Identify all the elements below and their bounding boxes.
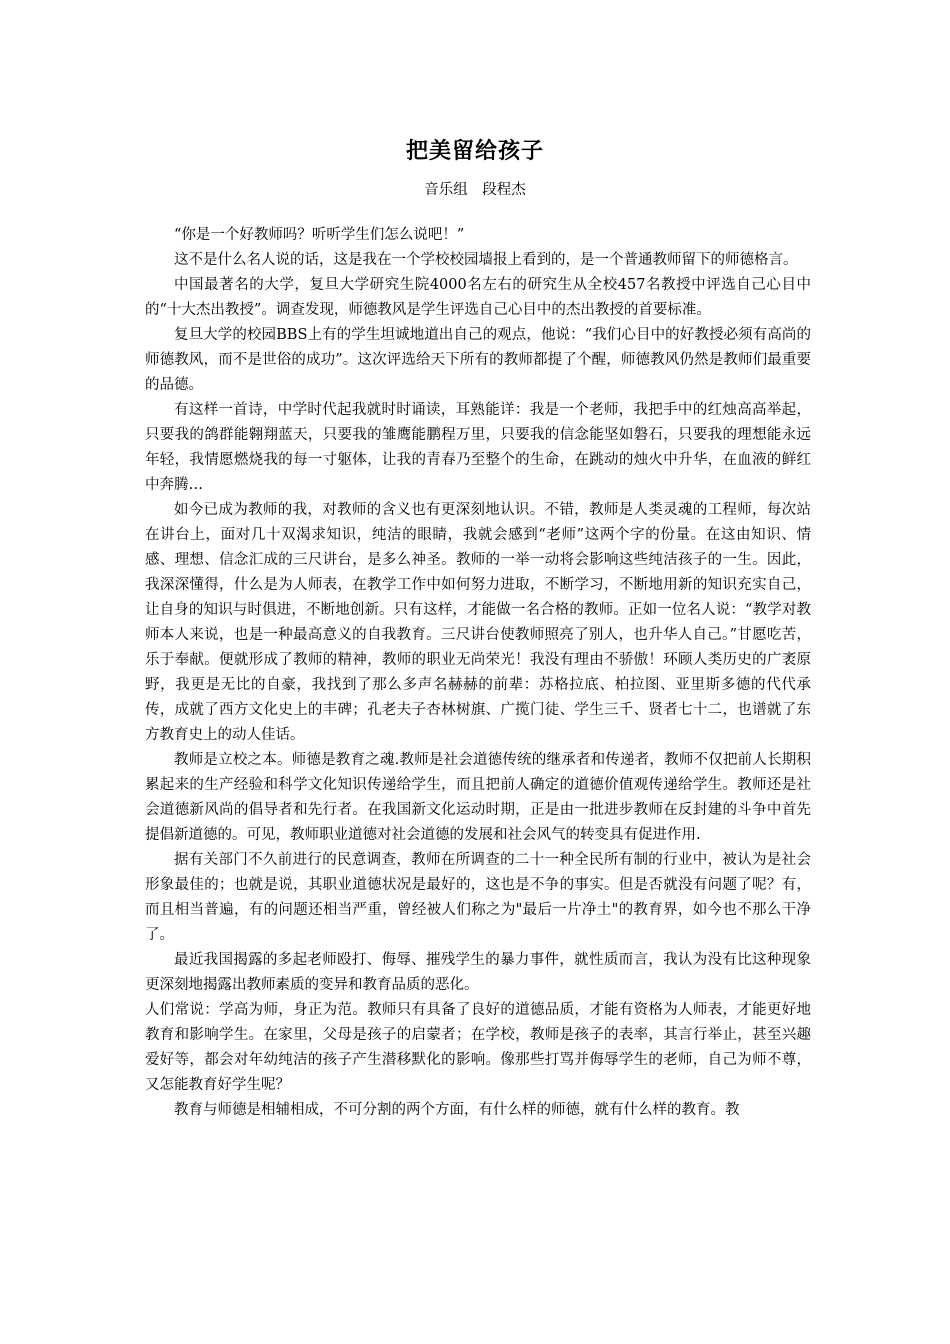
document-title: 把美留给孩子 xyxy=(405,138,544,164)
body-paragraph: 中国最著名的大学，复旦大学研究生院4000名左右的研究生从全校457名教授中评选自己心目中的“十大杰出教授”。调查发现，师德教风是学生评选自己心目中的杰出教授的首要标准。 xyxy=(145,277,811,318)
body-paragraph: 教育与师德是相辅相成，不可分割的两个方面，有什么样的师德，就有什么样的教育。教 xyxy=(174,1102,740,1118)
document-body xyxy=(145,223,811,1123)
body-paragraph: 这不是什么名人说的话，这是我在一个学校校园墙报上看到的，是一个普通教师留下的师德格言。 xyxy=(174,252,798,268)
body-paragraph: 如今已成为教师的我，对教师的含义也有更深刻地认识。不错，教师是人类灵魂的工程师，每次站在讲台上，面对几十双渴求知识，纯洁的眼睛，我就会感到“老师”这两个字的份量。在这由知识、情感、理想、信念汇成的三尺讲台，是多么神圣。教师的一举一动将会影响这些纯洁孩子的一生。因此，我深深懂得，什么是为人师表，在教学工作中如何努力进取，不断学习，不断地用新的知识充实自己，让自身的知识与时俱进，不断地创新。只有这样，才能做一名合格的教师。正如一位名人说：“教学对教师本人来说，也是一种最高意义的自我教育。三尺讲台使教师照亮了别人，也升华人自己。”甘愿吃苦，乐于奉献。便就形成了教师的精神，教师的职业无尚荣光！我没有理由不骄傲！环顾人类历史的广袤原野，我更是无比的自豪，我找到了那么多声名赫赫的前辈：苏格拉底、柏拉图、亚里斯多德的代代承传，成就了西方文化史上的丰碑；孔老夫子杏林树旗、广揽门徒、学生三千、贤者七十二，也谱就了东方教育史上的动人佳话。 xyxy=(145,502,811,743)
body-paragraph: 复旦大学的校园BBS上有的学生坦诚地道出自己的观点，他说：“我们心目中的好教授必须有高尚的师德教风，而不是世俗的成功”。这次评选给天下所有的教师都提了个醒，师德教风仍然是教师们最重要的品德。 xyxy=(145,327,811,393)
body-paragraph: 据有关部门不久前进行的民意调查，教师在所调查的二十一种全民所有制的行业中，被认为是社会形象最佳的；也就是说，其职业道德状况是最好的，这也是不争的事实。但是否就没有问题了呢？有，而且相当普遍，有的问题还相当严重，曾经被人们称之为"最后一片净土"的教育界，如今也不那么干净了。 xyxy=(145,852,811,943)
body-paragraph: 有这样一首诗，中学时代起我就时时诵读，耳熟能详：我是一个老师，我把手中的红烛高高举起，只要我的鸽群能翱翔蓝天，只要我的雏鹰能鹏程万里，只要我的信念能坚如磐石，只要我的理想能永远年轻，我情愿燃烧我的每一寸躯体，让我的青春乃至整个的生命，在跳动的烛火中升华，在血液的鲜红中奔腾… xyxy=(145,402,811,493)
document-byline: 音乐组 段程杰 xyxy=(424,182,526,198)
body-paragraph: 人们常说：学高为师，身正为范。教师只有具备了良好的道德品质，才能有资格为人师表，才能更好地教育和影响学生。在家里，父母是孩子的启蒙者；在学校，教师是孩子的表率，其言行举止，甚至兴趣爱好等，都会对年幼纯洁的孩子产生潜移默化的影响。像那些打骂并侮辱学生的老师，自己为师不尊，又怎能教育好学生呢？ xyxy=(145,1002,811,1093)
body-paragraph: 教师是立校之本。师德是教育之魂.教师是社会道德传统的继承者和传递者，教师不仅把前人长期积累起来的生产经验和科学文化知识传递给学生，而且把前人确定的道德价值观传递给学生。教师还是社会道德新风尚的倡导者和先行者。在我国新文化运动时期，正是由一批进步教师在反封建的斗争中首先提倡新道德的。可见，教师职业道德对社会道德的发展和社会风气的转变具有促进作用. xyxy=(145,752,811,843)
body-paragraph: 最近我国揭露的多起老师殴打、侮辱、摧残学生的暴力事件，就性质而言，我认为没有比这种现象更深刻地揭露出教师素质的变异和教育品质的恶化。 xyxy=(145,952,811,993)
body-paragraph: “你是一个好教师吗？听听学生们怎么说吧！” xyxy=(174,227,465,243)
